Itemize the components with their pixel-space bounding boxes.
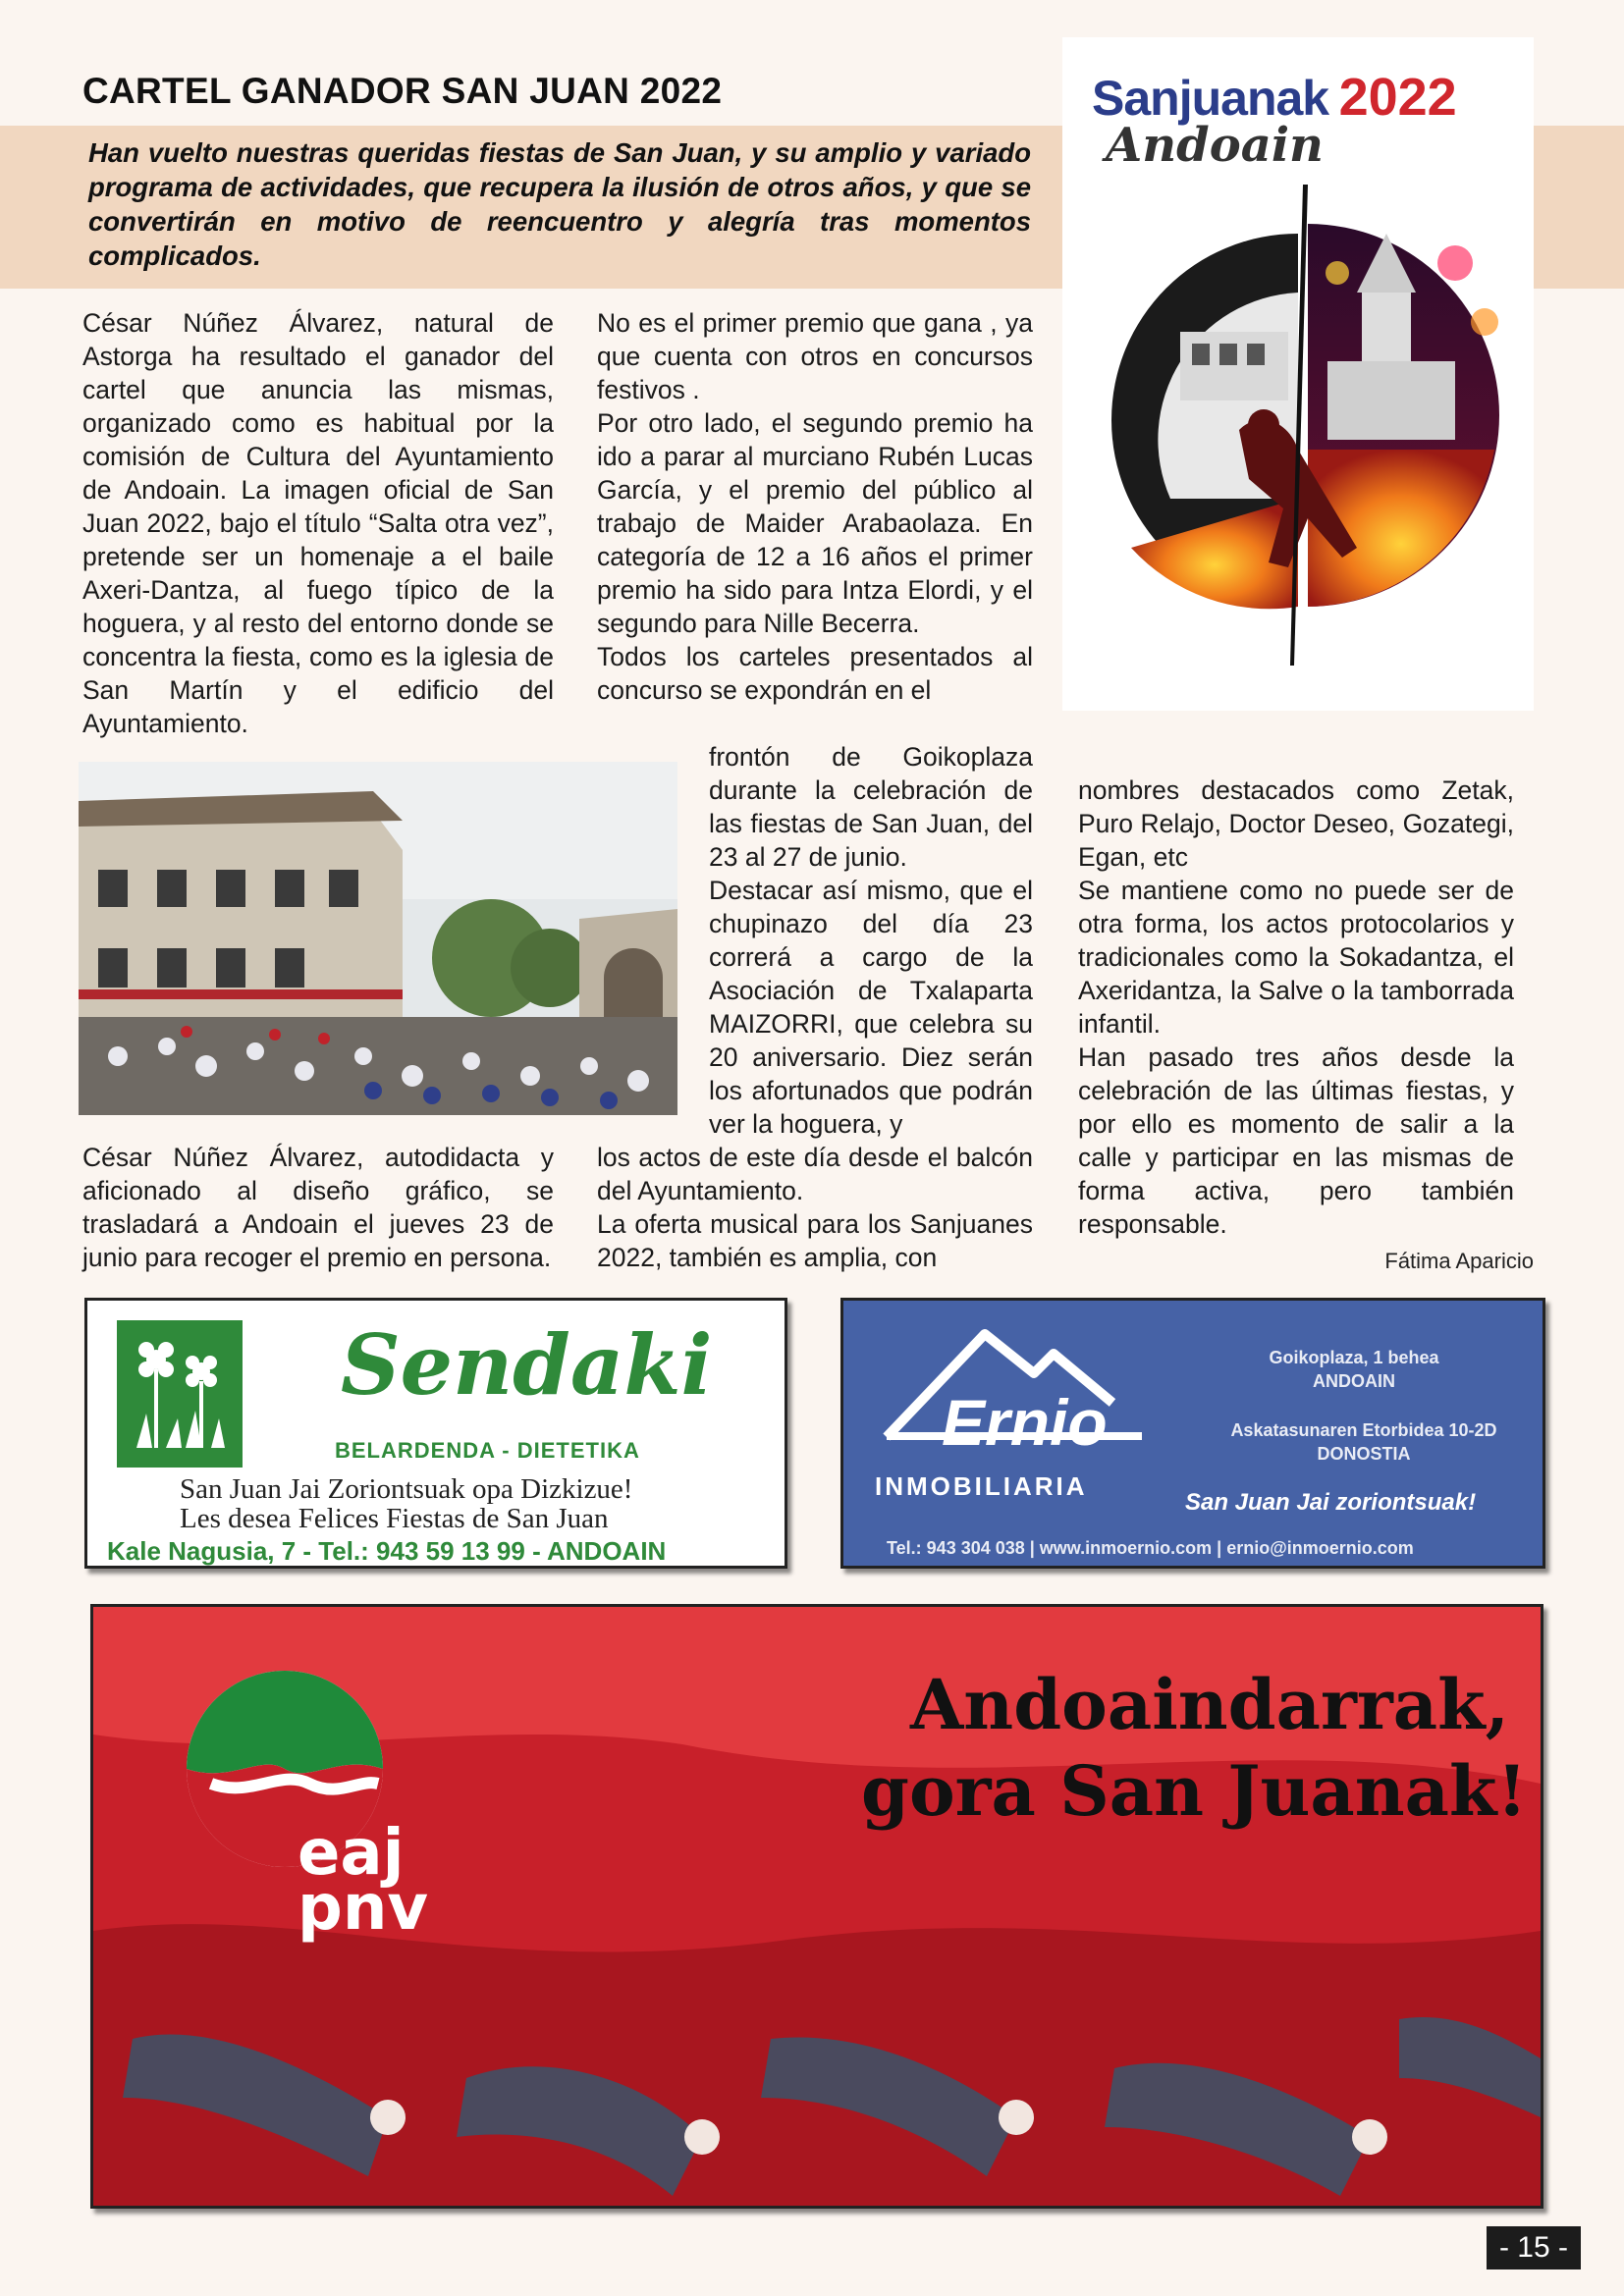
ernio-address-1b: ANDOAIN: [1313, 1371, 1395, 1391]
col2-narrow-paragraph: frontón de Goikoplaza durante la celebración de las fiestas de San Juan, del 23 al 27 de junio.: [709, 742, 1033, 872]
col1-bottom-paragraph: César Núñez Álvarez, autodidacta y aficionado al diseño gráfico, se trasladará a Andoain el jueves 23 de junio para recoger el premio en persona.: [82, 1143, 554, 1272]
pnv-ad: [90, 1604, 1543, 2209]
article-lead: Han vuelto nuestras queridas fiestas de San Juan, y su amplio y variado programa de actividades, que recupera la ilusión de otros años, y que se convertirán en motivo de reencuentro y alegría tras momentos complicados.: [88, 137, 1031, 271]
page-number: - 15 -: [1487, 2226, 1581, 2269]
col3-paragraph-2: Se mantiene como no puede ser de otra forma, los actos protocolarios y tradicionales como la Sokadantza, el Axeridantza, la Salve o la tamborrada infantil.: [1078, 876, 1514, 1039]
sendaki-greeting-2: Les desea Felices Fiestas de San Juan: [180, 1503, 609, 1534]
pnv-slogan-2: gora San Juanak!: [861, 1750, 1528, 1832]
column-2-top: [597, 306, 1033, 707]
column-2-narrow: [709, 740, 1033, 1141]
col2-paragraph-1: No es el primer premio que gana , ya que cuenta con otros en concursos festivos .: [597, 308, 1033, 404]
sendaki-subtitle: BELARDENDA - DIETETIKA: [335, 1438, 640, 1463]
col1-paragraph: César Núñez Álvarez, natural de Astorga ha resultado el ganador del cartel que anuncia las mismas, organizado como es habitual por la comisión de Cultura del Ayuntamiento de Andoain. La imagen oficial de San Juan 2022, bajo el título “Salta otra vez”, pretende ser un homenaje a el baile Axeri-Dantza, al fuego típico de la hoguera, y al resto del entorno donde se concentra la fiesta, como es la iglesia de San Martín y el edificio del Ayuntamiento.: [82, 308, 554, 738]
sendaki-ad: [84, 1298, 787, 1569]
column-1-bottom: [82, 1141, 554, 1274]
col2-paragraph-3: Todos los carteles presentados al concurso se expondrán en el: [597, 642, 1033, 705]
ernio-address-2: [1207, 1418, 1521, 1466]
column-1-top: [82, 306, 554, 740]
col2-paragraph-2: Por otro lado, el segundo premio ha ido a parar al murciano Rubén Lucas García, y el premio del público al trabajo de Maider Arabaolaza. En categoría de 12 a 16 años el primer premio ha sido para Intza Elordi, y el segundo para Nille Becerra.: [597, 408, 1033, 638]
flower-logo-icon: [117, 1320, 243, 1468]
col3-paragraph-3: Han pasado tres años desde la celebración de las últimas fiestas, y por ello es momento de salir a la calle y participar en las mismas de forma activa, pero también responsable.: [1078, 1042, 1514, 1239]
sendaki-greeting-1: San Juan Jai Zoriontsuak opa Dizkizue!: [180, 1473, 633, 1505]
ernio-contact: Tel.: 943 304 038 | www.inmoernio.com | ernio@inmoernio.com: [887, 1538, 1414, 1558]
column-2-bottom: [597, 1141, 1033, 1274]
poster-image: [1062, 37, 1534, 711]
column-3: [1078, 774, 1514, 1241]
poster-brand: Sanjuanak: [1092, 71, 1329, 126]
ernio-name: Ernio: [942, 1386, 1108, 1459]
ernio-address-1: [1236, 1346, 1472, 1393]
article-title: CARTEL GANADOR SAN JUAN 2022: [82, 71, 723, 111]
sendaki-name: Sendaki: [341, 1316, 713, 1414]
article-byline: Fátima Aparicio: [1384, 1249, 1534, 1273]
ernio-greeting: San Juan Jai zoriontsuak!: [1185, 1489, 1477, 1516]
col3-paragraph-1: nombres destacados como Zetak, Puro Relajo, Doctor Deseo, Gozategi, Egan, etc: [1078, 775, 1514, 872]
col2-wide-paragraph: los actos de este día desde el balcón del Ayuntamiento.: [597, 1143, 1033, 1205]
ernio-address-2a: Askatasunaren Etorbidea 10-2D: [1230, 1420, 1497, 1440]
pnv-logo-line-2: pnv: [298, 1872, 429, 1945]
town-hall-photo: [79, 762, 677, 1115]
ernio-address-1a: Goikoplaza, 1 behea: [1269, 1348, 1439, 1367]
ernio-type: INMOBILIARIA: [875, 1471, 1088, 1501]
pnv-logo-line-1: eaj: [298, 1817, 405, 1890]
col2-wide-paragraph-2: La oferta musical para los Sanjuanes 2022, también es amplia, con: [597, 1209, 1033, 1272]
sendaki-address: Kale Nagusia, 7 - Tel.: 943 59 13 99 - ANDOAIN: [107, 1536, 667, 1566]
ernio-ad: [840, 1298, 1545, 1569]
poster-town: Andoain: [1106, 118, 1324, 173]
pnv-slogan-1: Andoaindarrak,: [910, 1664, 1509, 1745]
ernio-address-2b: DONOSTIA: [1317, 1444, 1411, 1464]
poster-year: 2022: [1338, 68, 1457, 127]
col2-narrow-paragraph-2: Destacar así mismo, que el chupinazo del día 23 correrá a cargo de la Asociación de Txalaparta MAIZORRI, que celebra su 20 aniversario. Diez serán los afortunados que podrán ver la hoguera, y: [709, 876, 1033, 1139]
